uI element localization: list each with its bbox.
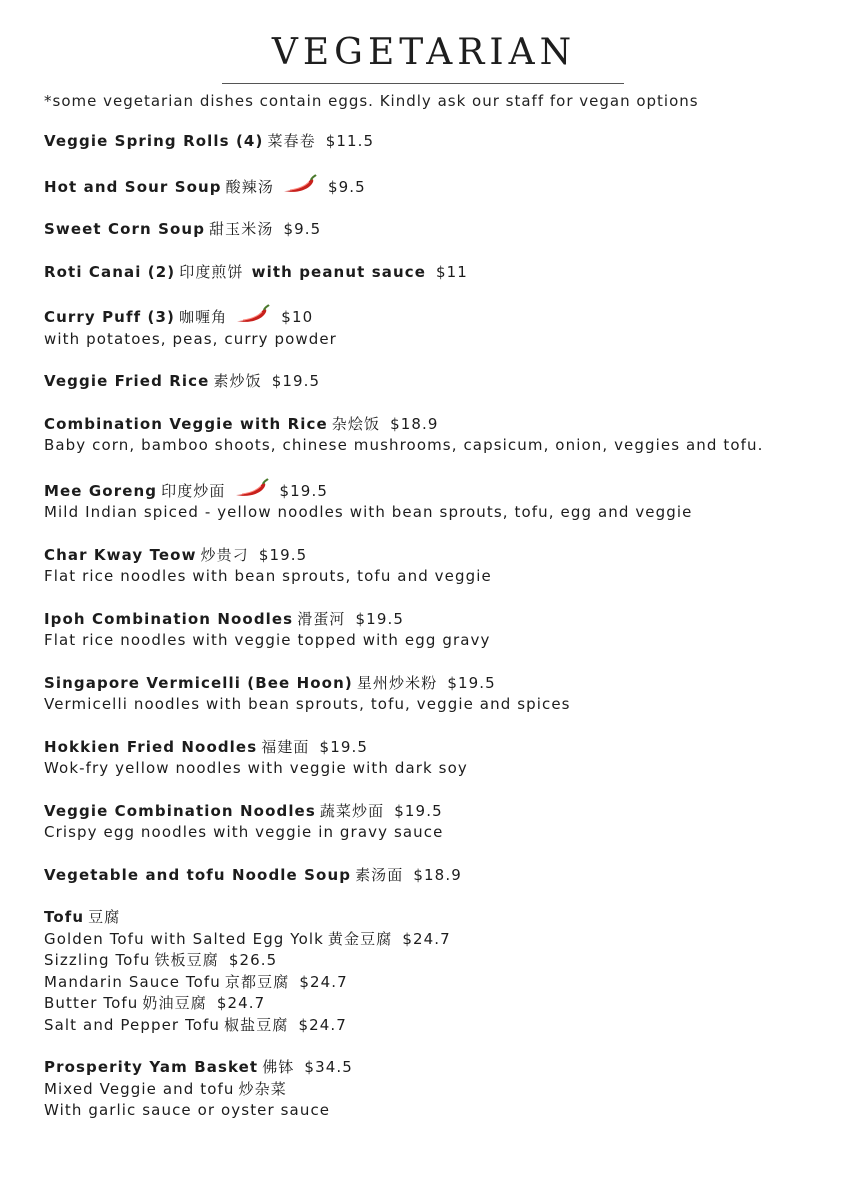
detail-text: With garlic sauce or oyster sauce: [44, 1101, 331, 1119]
item-description: Flat rice noodles with veggie topped with egg gravy: [44, 631, 491, 649]
menu-item: [44, 609, 824, 652]
title-divider: [222, 83, 624, 84]
item-description: Wok-fry yellow noodles with veggie with dark soy: [44, 759, 468, 777]
item-name: Sweet Corn Soup: [44, 220, 206, 238]
sub-item: [44, 950, 824, 972]
item-price: $19.5: [319, 737, 368, 756]
item-name: Curry Puff (3): [44, 308, 175, 326]
item-name: Hokkien Fried Noodles: [44, 737, 258, 756]
sub-item-chinese-name: 铁板豆腐: [154, 951, 219, 969]
item-price: $19.5: [355, 609, 404, 628]
menu-item: [44, 304, 824, 350]
menu-item-header: [44, 262, 824, 284]
menu-title: VEGETARIAN: [271, 32, 577, 73]
item-price: $9.5: [327, 177, 366, 196]
sub-item-chinese-name: 奶油豆腐: [142, 994, 207, 1012]
menu-item: [44, 801, 824, 844]
item-description: Crispy egg noodles with veggie in gravy sauce: [44, 823, 444, 841]
menu-item: [44, 865, 824, 887]
item-price: $19.5: [279, 481, 328, 500]
item-name: Char Kway Teow: [44, 545, 197, 564]
item-chinese-name: 印度炒面: [161, 481, 226, 500]
item-description: Flat rice noodles with bean sprouts, tofu and veggie: [44, 567, 492, 585]
detail-chinese: 炒杂菜: [238, 1079, 287, 1098]
sub-item: [44, 929, 824, 951]
chili-pepper-icon: [235, 304, 271, 326]
item-price: $34.5: [304, 1058, 353, 1076]
menu-item: [44, 673, 824, 716]
item-price: $9.5: [283, 220, 322, 238]
item-name: Veggie Fried Rice: [44, 372, 210, 390]
chili-pepper-icon: [234, 478, 270, 500]
menu-item-header: [44, 673, 824, 695]
item-detail-line: [44, 1100, 824, 1122]
item-name: Tofu: [44, 908, 85, 926]
menu-item-header: [44, 865, 824, 887]
chili-pepper-icon: [282, 174, 318, 196]
item-chinese-name: 素炒饭: [213, 372, 262, 390]
item-name: Vegetable and tofu Noodle Soup: [44, 865, 352, 884]
menu-item: [44, 371, 824, 393]
menu-item-header: [44, 371, 824, 393]
item-chinese-name: 咖喱角: [178, 308, 228, 326]
item-chinese-name: 蔬菜炒面: [319, 801, 385, 820]
menu-item: [44, 1057, 824, 1122]
menu-item: [44, 737, 824, 780]
item-name: Veggie Combination Noodles: [44, 801, 316, 820]
sub-item-name: Mandarin Sauce Tofu: [44, 972, 221, 991]
item-price: $18.9: [413, 865, 462, 884]
menu-item-header: [44, 801, 824, 823]
item-chinese-name: 福建面: [261, 737, 310, 756]
sub-item-price: $24.7: [298, 1015, 347, 1034]
menu-item: [44, 545, 824, 588]
sub-item-chinese-name: 椒盐豆腐: [224, 1015, 289, 1034]
menu-item: [44, 478, 824, 524]
menu-item-header: [44, 545, 824, 567]
item-price: $19.5: [258, 545, 308, 564]
menu-item: [44, 262, 824, 284]
menu-item-header: [44, 478, 824, 503]
item-extra: with peanut sauce: [251, 262, 426, 281]
item-detail-line: [44, 1079, 824, 1101]
menu-item-header: [44, 1057, 824, 1079]
sub-item-price: $26.5: [228, 951, 278, 969]
item-chinese-name: 豆腐: [88, 908, 121, 926]
item-name: Prosperity Yam Basket: [44, 1058, 259, 1076]
vegan-note: *some vegetarian dishes contain eggs. Kindly ask our staff for vegan options: [44, 92, 699, 110]
menu-item-header: [44, 131, 824, 153]
menu-item: [44, 907, 824, 1036]
item-price: $11: [436, 262, 468, 281]
item-name: Hot and Sour Soup: [44, 177, 222, 196]
menu-item-header: [44, 737, 824, 759]
menu-item: [44, 414, 824, 457]
sub-item-name: Butter Tofu: [44, 994, 139, 1012]
item-chinese-name: 杂烩饭: [331, 414, 381, 433]
detail-text: Mixed Veggie and tofu: [44, 1079, 235, 1098]
sub-item-name: Sizzling Tofu: [44, 951, 151, 969]
menu-item: [44, 174, 824, 199]
menu-item: [44, 219, 824, 241]
menu-list: [44, 131, 824, 1143]
menu-item-header: [44, 304, 824, 329]
menu-item-header: [44, 219, 824, 241]
item-name: Combination Veggie with Rice: [44, 414, 328, 433]
item-description: Baby corn, bamboo shoots, chinese mushrooms, capsicum, onion, veggies and tofu.: [44, 436, 764, 454]
menu-item-header: [44, 414, 824, 436]
sub-item-chinese-name: 京都豆腐: [224, 972, 290, 991]
item-chinese-name: 滑蛋河: [297, 609, 346, 628]
menu-item: [44, 131, 824, 153]
item-description: with potatoes, peas, curry powder: [44, 329, 337, 348]
item-price: $19.5: [447, 673, 496, 692]
item-price: $19.5: [271, 372, 321, 390]
item-chinese-name: 印度煎饼: [179, 262, 244, 281]
sub-item-price: $24.7: [402, 929, 451, 948]
item-chinese-name: 酸辣汤: [225, 177, 274, 196]
item-price: $11.5: [325, 132, 375, 150]
item-name: Singapore Vermicelli (Bee Hoon): [44, 673, 353, 692]
item-name: Mee Goreng: [44, 481, 158, 500]
sub-item-name: Golden Tofu with Salted Egg Yolk: [44, 929, 324, 948]
sub-item-name: Salt and Pepper Tofu: [44, 1015, 221, 1034]
sub-item-chinese-name: 黄金豆腐: [327, 929, 393, 948]
item-description: Mild Indian spiced - yellow noodles with bean sprouts, tofu, egg and veggie: [44, 503, 693, 521]
item-price: $10: [281, 308, 314, 326]
sub-item: [44, 972, 824, 994]
menu-item-header: [44, 609, 824, 631]
item-description: Vermicelli noodles with bean sprouts, tofu, veggie and spices: [44, 695, 571, 713]
item-price: $18.9: [390, 414, 439, 433]
item-chinese-name: 菜春卷: [267, 132, 316, 150]
menu-item-header: [44, 174, 824, 199]
item-name: Veggie Spring Rolls (4): [44, 132, 264, 150]
sub-item: [44, 1015, 824, 1037]
item-chinese-name: 佛钵: [262, 1058, 295, 1076]
item-chinese-name: 星州炒米粉: [356, 673, 438, 692]
sub-item: [44, 993, 824, 1015]
item-chinese-name: 甜玉米汤: [209, 220, 274, 238]
menu-item-header: [44, 907, 824, 929]
item-chinese-name: 素汤面: [355, 865, 404, 884]
sub-item-price: $24.7: [216, 994, 266, 1012]
item-chinese-name: 炒贵刁: [200, 545, 249, 564]
item-price: $19.5: [394, 801, 443, 820]
item-name: Ipoh Combination Noodles: [44, 609, 294, 628]
item-name: Roti Canai (2): [44, 262, 176, 281]
sub-item-price: $24.7: [299, 972, 348, 991]
